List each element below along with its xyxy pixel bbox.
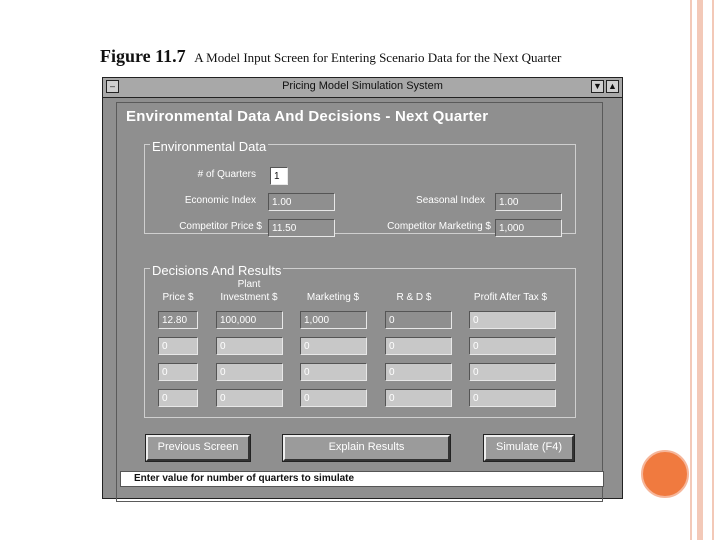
economic-index-input[interactable]: 1.00 — [268, 193, 335, 211]
status-bar: Enter value for number of quarters to simulate — [120, 471, 604, 487]
page-title: Environmental Data And Decisions - Next Quarter — [126, 108, 489, 125]
price-input-row-1[interactable]: 12.80 — [158, 311, 198, 329]
seasonal-index-label: Seasonal Index — [416, 195, 485, 206]
previous-screen-button[interactable]: Previous Screen — [146, 435, 250, 461]
app-window — [102, 77, 623, 499]
price-input-row-4[interactable]: 0 — [158, 389, 198, 407]
price-input-row-2[interactable]: 0 — [158, 337, 198, 355]
figure-number: Figure 11.7 — [100, 46, 186, 66]
rd-input-row-2[interactable]: 0 — [385, 337, 452, 355]
rd-input-row-1[interactable]: 0 — [385, 311, 452, 329]
explain-results-button[interactable]: Explain Results — [283, 435, 450, 461]
figure-caption-text: A Model Input Screen for Entering Scenario Data for the Next Quarter — [194, 50, 562, 65]
rd-input-row-4[interactable]: 0 — [385, 389, 452, 407]
marketing-input-row-1[interactable]: 1,000 — [300, 311, 367, 329]
marketing-input-row-2[interactable]: 0 — [300, 337, 367, 355]
minimize-button[interactable]: ▼ — [591, 80, 604, 93]
column-header-plant-top: Plant — [237, 279, 261, 290]
plant-investment-input-row-1[interactable]: 100,000 — [216, 311, 283, 329]
competitor-marketing-label: Competitor Marketing $ — [387, 221, 491, 232]
decisions-results-title: Decisions And Results — [152, 263, 282, 278]
profit-output-row-3: 0 — [469, 363, 556, 381]
competitor-marketing-input[interactable]: 1,000 — [495, 219, 562, 237]
competitor-price-input[interactable]: 11.50 — [268, 219, 335, 237]
column-header-rd: R & D $ — [396, 292, 432, 303]
maximize-button[interactable]: ▲ — [606, 80, 619, 93]
figure-caption — [100, 46, 640, 67]
system-menu-button[interactable]: – — [106, 80, 119, 93]
price-input-row-3[interactable]: 0 — [158, 363, 198, 381]
plant-investment-input-row-3[interactable]: 0 — [216, 363, 283, 381]
window-title: Pricing Model Simulation System — [282, 80, 443, 92]
profit-output-row-1: 0 — [469, 311, 556, 329]
marketing-input-row-4[interactable]: 0 — [300, 389, 367, 407]
quarters-input[interactable]: 1 — [270, 167, 288, 185]
column-header-plant-bottom: Investment $ — [220, 292, 278, 303]
competitor-price-label: Competitor Price $ — [179, 221, 262, 232]
column-header-price: Price $ — [162, 292, 194, 303]
profit-output-row-4: 0 — [469, 389, 556, 407]
plant-investment-input-row-4[interactable]: 0 — [216, 389, 283, 407]
slide-border-line — [690, 0, 692, 540]
simulate-button[interactable]: Simulate (F4) — [484, 435, 574, 461]
column-header-marketing: Marketing $ — [306, 292, 360, 303]
plant-investment-input-row-2[interactable]: 0 — [216, 337, 283, 355]
rd-input-row-3[interactable]: 0 — [385, 363, 452, 381]
title-bar — [103, 78, 622, 98]
seasonal-index-input[interactable]: 1.00 — [495, 193, 562, 211]
profit-output-row-2: 0 — [469, 337, 556, 355]
slide-border-band — [697, 0, 703, 540]
slide-border-line — [712, 0, 714, 540]
slide-decor-circle — [641, 450, 689, 498]
quarters-label: # of Quarters — [197, 169, 256, 180]
economic-index-label: Economic Index — [184, 195, 256, 206]
environmental-data-title: Environmental Data — [152, 139, 267, 154]
column-header-profit: Profit After Tax $ — [473, 292, 548, 303]
marketing-input-row-3[interactable]: 0 — [300, 363, 367, 381]
